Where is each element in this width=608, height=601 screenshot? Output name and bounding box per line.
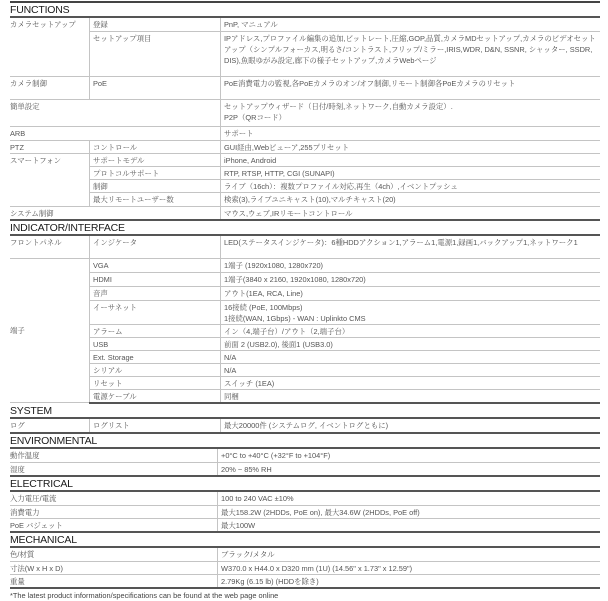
spec-row [10, 492, 600, 505]
spec-row [10, 463, 600, 477]
spec-sub-label: コントロール [90, 140, 221, 153]
spec-value: 1端子(3840 x 2160, 1920x1080, 1280x720) [221, 272, 601, 286]
spec-row [10, 376, 600, 389]
spec-row [10, 337, 600, 350]
spec-value: 検索(3),ライブユニキャスト(10),マルチキャスト(20) [221, 192, 601, 206]
spec-value: ブラック/メタル [218, 548, 601, 561]
spec-value: 2.79Kg (6.15 lb) (HDDを除き) [218, 574, 601, 588]
spec-row [10, 166, 600, 179]
spec-label: カメラ制御 [10, 76, 90, 99]
spec-label: スマートフォン [10, 153, 90, 206]
spec-value: iPhone, Android [221, 153, 601, 166]
spec-row [10, 126, 600, 140]
spec-table-electrical [10, 492, 600, 533]
spec-table-environmental [10, 449, 600, 478]
spec-sub-label: HDMI [90, 272, 221, 286]
spec-value: LED(ステータスインジケータ)：6種HDDアクション1,アラーム1,電源1,録画1,バックアップ1,ネットワーク1 [221, 236, 601, 258]
spec-label: 入力電圧/電流 [10, 492, 218, 505]
spec-row [10, 272, 600, 286]
spec-table-functions [10, 18, 600, 221]
spec-value: GUI経由,Webビューア,255プリセット [221, 140, 601, 153]
spec-sub-label: 音声 [90, 286, 221, 300]
spec-value: 20% ~ 85% RH [218, 463, 601, 477]
spec-label: PoE バジェット [10, 518, 218, 532]
spec-value: 同梱 [221, 389, 601, 403]
spec-value: PnP, マニュアル [221, 18, 601, 31]
spec-sub-label: アラーム [90, 324, 221, 337]
spec-sub-label: プロトコルサポート [90, 166, 221, 179]
spec-sub-label: 制御 [90, 179, 221, 192]
spec-label: 湿度 [10, 463, 218, 477]
spec-value: セットアップウィザード（日付/時刻,ネットワーク,自動カメラ設定）. P2P（QRコード） [221, 99, 601, 126]
spec-row [10, 192, 600, 206]
spec-value: 100 to 240 VAC ±10% [218, 492, 601, 505]
section-title-functions: FUNCTIONS [10, 3, 600, 18]
spec-sub-label: 最大リモートユーザー数 [90, 192, 221, 206]
spec-row [10, 363, 600, 376]
spec-sub-label: ログリスト [90, 419, 221, 433]
spec-label: 色/材質 [10, 548, 218, 561]
spec-row [10, 324, 600, 337]
spec-value: アウト(1EA, RCA, Line) [221, 286, 601, 300]
spec-value: N/A [221, 350, 601, 363]
spec-sheet-wrapper [10, 1, 600, 601]
spec-row [10, 76, 600, 99]
spec-sub-label: リセット [90, 376, 221, 389]
spec-label: 寸法(W x H x D) [10, 561, 218, 574]
spec-label: PTZ [10, 140, 90, 153]
spec-value: +0°C to +40°C (+32°F to +104°F) [218, 449, 601, 463]
section-title-mechanical: MECHANICAL [10, 533, 600, 548]
spec-sub-label: イーサネット [90, 300, 221, 324]
spec-value: IPアドレス,プロファイル編集の追加,ビットレート,圧縮,GOP,品質,カメラMDセットアップ,カメラのビデオセット アップ（シンプルフォーカス,明るさ/コントラスト,フリップ/ミラー,IRIS,WDR, D&N, SSNR, シャッター, SSDR, DIS),魚眼ゆがみ設定,廊下の様子セットアップ,カメラWebページ [221, 31, 601, 76]
spec-value: サポート [221, 126, 601, 140]
spec-label: ARB [10, 126, 221, 140]
spec-value: 16接続 (PoE, 100Mbps) 1接続(WAN, 1Gbps) - WAN : Uplinkto CMS [221, 300, 601, 324]
spec-sub-label: サポートモデル [90, 153, 221, 166]
spec-sub-label: USB [90, 337, 221, 350]
spec-value: PoE消費電力の監視,各PoEカメラのオン/オフ制御,リモート制御各PoEカメラのリセット [221, 76, 601, 99]
spec-label: ログ [10, 419, 90, 433]
section-title-indicator-interface: INDICATOR/INTERFACE [10, 221, 600, 236]
spec-table-system [10, 419, 600, 434]
spec-row [10, 286, 600, 300]
spec-label: 簡単設定 [10, 99, 221, 126]
spec-label: 重量 [10, 574, 218, 588]
spec-row [10, 505, 600, 518]
spec-value: RTP, RTSP, HTTP, CGI (SUNAPI) [221, 166, 601, 179]
spec-label: 動作温度 [10, 449, 218, 463]
spec-sub-label: 登録 [90, 18, 221, 31]
spec-row [10, 179, 600, 192]
spec-row [10, 258, 600, 272]
spec-sheet [10, 1, 600, 589]
spec-label: システム制御 [10, 206, 221, 220]
spec-sub-label: VGA [90, 258, 221, 272]
spec-row [10, 350, 600, 363]
section-title-environmental: ENVIRONMENTAL [10, 434, 600, 449]
spec-value: 前面 2 (USB2.0), 後面1 (USB3.0) [221, 337, 601, 350]
spec-sub-label: PoE [90, 76, 221, 99]
spec-sub-label: シリアル [90, 363, 221, 376]
spec-table-indicator-interface [10, 236, 600, 404]
spec-row [10, 206, 600, 220]
spec-row [10, 140, 600, 153]
spec-value: イン（4,端子台）/アウト（2,端子台） [221, 324, 601, 337]
spec-row [10, 300, 600, 324]
spec-row [10, 99, 600, 126]
spec-value: 最大158.2W (2HDDs, PoE on), 最大34.6W (2HDDs, PoE off) [218, 505, 601, 518]
spec-row [10, 153, 600, 166]
spec-row [10, 574, 600, 588]
spec-value: スイッチ (1EA) [221, 376, 601, 389]
spec-table-mechanical [10, 548, 600, 589]
spec-sub-label: インジケータ [90, 236, 221, 258]
spec-row [10, 31, 600, 76]
spec-row [10, 548, 600, 561]
spec-row [10, 449, 600, 463]
spec-value: 1端子 (1920x1080, 1280x720) [221, 258, 601, 272]
footer-note: *The latest product information/specifications can be found at the web page online [10, 591, 279, 600]
section-title-electrical: ELECTRICAL [10, 477, 600, 492]
spec-sub-label: Ext. Storage [90, 350, 221, 363]
spec-label: カメラセットアップ [10, 18, 90, 76]
spec-label: フロントパネル [10, 236, 90, 258]
spec-value: 最大100W [218, 518, 601, 532]
spec-sub-label: 電源ケーブル [90, 389, 221, 403]
spec-value: 最大20000件 (システムログ, イベントログともに) [221, 419, 601, 433]
spec-sub-label: セットアップ項目 [90, 31, 221, 76]
spec-value: N/A [221, 363, 601, 376]
spec-row [10, 389, 600, 403]
spec-value: マウス,ウェブ,IRリモートコントロール [221, 206, 601, 220]
spec-value: ライブ（16ch）：複数プロファイル対応,再生（4ch）,イベントプッシュ [221, 179, 601, 192]
spec-label: 端子 [10, 258, 90, 403]
spec-row [10, 419, 600, 433]
spec-row [10, 518, 600, 532]
section-title-system: SYSTEM [10, 404, 600, 419]
spec-row [10, 561, 600, 574]
spec-row [10, 18, 600, 31]
spec-row [10, 236, 600, 258]
spec-value: W370.0 x H44.0 x D320 mm (1U) (14.56" x 1.73" x 12.59") [218, 561, 601, 574]
spec-label: 消費電力 [10, 505, 218, 518]
